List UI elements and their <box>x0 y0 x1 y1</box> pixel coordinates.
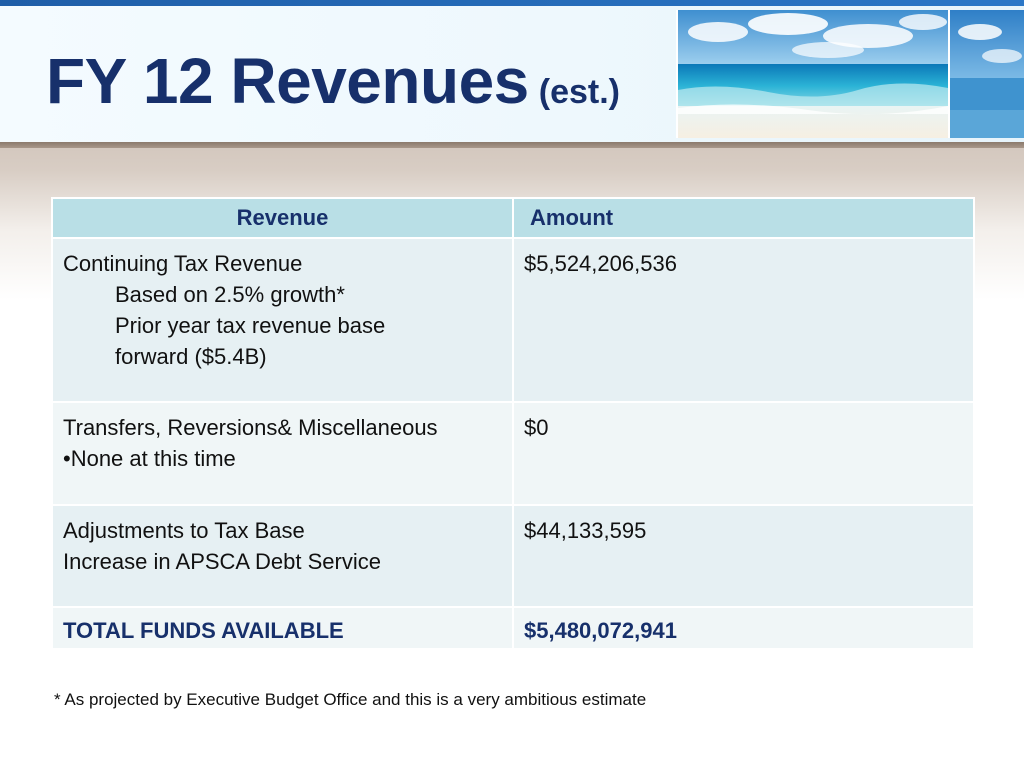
footnote: * As projected by Executive Budget Office and this is a very ambitious estimate <box>54 690 647 709</box>
revenue-cell <box>52 402 513 505</box>
row-detail: Increase in APSCA Debt Service <box>63 549 381 574</box>
title-qualifier: (est.) <box>538 73 620 111</box>
revenue-cell <box>52 238 513 402</box>
total-amount-cell <box>513 607 974 649</box>
column-header-revenue: Revenue <box>52 198 513 238</box>
header-divider <box>0 142 1024 148</box>
row-amount: $0 <box>524 415 549 440</box>
row-detail: Based on 2.5% growth* <box>115 282 345 307</box>
total-amount: $5,480,072,941 <box>524 618 677 643</box>
row-label: Continuing Tax Revenue <box>63 251 303 276</box>
table-row <box>52 505 974 607</box>
total-label-cell <box>52 607 513 649</box>
total-row <box>52 607 974 649</box>
table-header-row <box>52 198 974 238</box>
row-amount: $44,133,595 <box>524 518 647 543</box>
row-label: Adjustments to Tax Base <box>63 518 305 543</box>
title-main: FY 12 Revenues <box>46 45 529 117</box>
table-row <box>52 238 974 402</box>
row-amount: $5,524,206,536 <box>524 251 677 276</box>
beach-photo <box>676 10 948 138</box>
row-detail: Prior year tax revenue base <box>115 313 386 338</box>
revenue-table <box>51 197 975 650</box>
row-detail: forward ($5.4B) <box>115 344 267 369</box>
row-label: Transfers, Reversions& Miscellaneous <box>63 415 438 440</box>
amount-cell <box>513 505 974 607</box>
total-label: TOTAL FUNDS AVAILABLE <box>63 618 344 643</box>
column-header-amount: Amount <box>513 198 974 238</box>
slide-title <box>46 44 620 118</box>
amount-cell <box>513 238 974 402</box>
table-row <box>52 402 974 505</box>
revenue-cell <box>52 505 513 607</box>
sea-photo <box>948 10 1024 138</box>
row-detail: •None at this time <box>63 446 236 471</box>
amount-cell <box>513 402 974 505</box>
